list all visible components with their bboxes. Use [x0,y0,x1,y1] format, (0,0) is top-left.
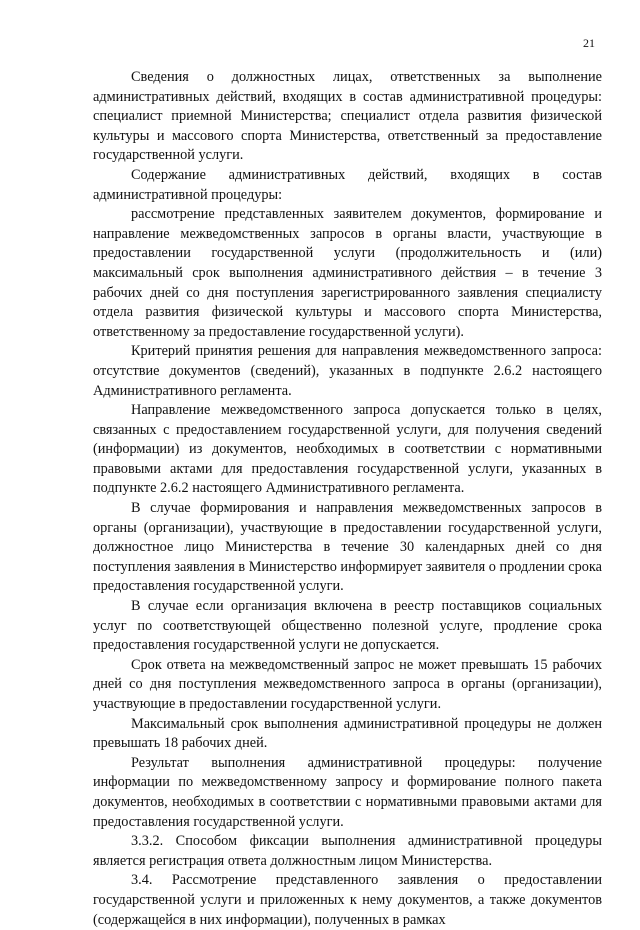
paragraph-no-extension: В случае если организация включена в реестр поставщиков социальных услуг по соответствующей общественно полезной услуге, продление срока предоставления государственной услуги не допускается. [93,598,602,654]
paragraph-section-3-4: 3.4. Рассмотрение представленного заявления о предоставлении государственной услуги и приложенных к нему документов, а также документов (содержащейся в них информации), полученных в рамках [93,872,602,928]
paragraph-procedure-result: Результат выполнения административной процедуры: получение информации по межведомственному запросу и формирование полного пакета документов, необходимых в соответствии с нормативными правовыми актами для предоставления государственной услуги. [93,754,602,830]
paragraph-actions-heading: Содержание административных действий, входящих в состав административной процедуры: [93,166,602,203]
paragraph-responsible-officials: Сведения о должностных лицах, ответственных за выполнение административных действий, входящих в состав административной процедуры: специалист приемной Министерства; специалист отдела развития физической культуры и массового спорта Министерства, ответственный за предоставление государственной услуги. [93,69,602,164]
paragraph-extension-notice: В случае формирования и направления межведомственных запросов в органы (организации), участвующие в предоставлении государственной услуги, должностное лицо Министерства в течение 30 календарных дней со дня поступления заявления в Министерство информирует заявителя о продлении срока предоставления государственной услуги. [93,500,602,595]
document-body [93,68,602,930]
paragraph-response-deadline: Срок ответа на межведомственный запрос не может превышать 15 рабочих дней со дня поступления межведомственного запроса в органы (организации), участвующие в предоставлении государственной услуги. [93,656,602,712]
paragraph-decision-criterion: Критерий принятия решения для направления межведомственного запроса: отсутствие документов (сведений), указанных в подпункте 2.6.2 настоящего Административного регламента. [93,343,602,399]
paragraph-fixation-method: 3.3.2. Способом фиксации выполнения административной процедуры является регистрация ответа должностным лицом Министерства. [93,833,602,869]
page-number: 21 [583,36,595,50]
paragraph-review-documents: рассмотрение представленных заявителем документов, формирование и направление межведомственных запросов в органы власти, участвующие в предоставлении государственной услуги (продолжительность и (или) максимальный срок выполнения административного действия – в течение 3 рабочих дней со дня поступления зарегистрированного заявления специалисту отдела развития физической культуры и массового спорта Министерства, ответственному за предоставление государственной услуги). [93,206,602,340]
paragraph-request-purpose: Направление межведомственного запроса допускается только в целях, связанных с предоставлением государственной услуги, для получения сведений (информации) из документов, необходимых в соответствии с нормативными правовыми актами для предоставления государственной услуги, указанных в подпункте 2.6.2 настоящего Административного регламента. [93,402,602,497]
paragraph-max-duration: Максимальный срок выполнения административной процедуры не должен превышать 18 рабочих дней. [93,715,602,752]
